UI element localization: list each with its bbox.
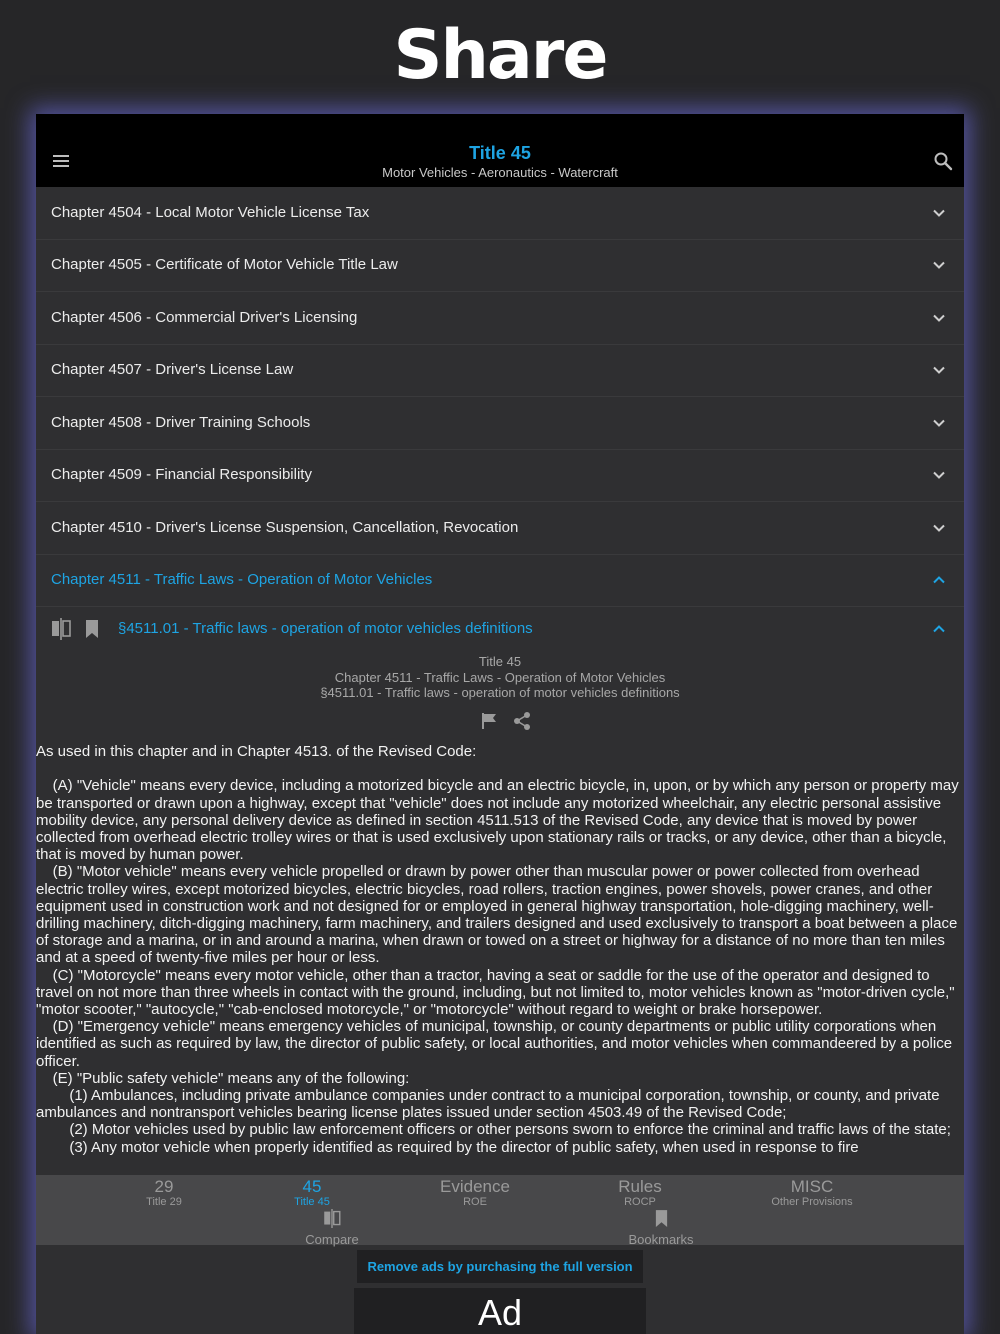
chapter-label: Chapter 4506 - Commercial Driver's Licensing — [51, 309, 358, 326]
breadcrumb-section: §4511.01 - Traffic laws - operation of motor vehicles definitions — [320, 685, 680, 700]
chevron-down-icon — [932, 468, 946, 482]
share-icon[interactable] — [512, 711, 532, 731]
search-icon[interactable] — [932, 150, 954, 172]
chevron-down-icon — [932, 521, 946, 535]
chapter-row-4510[interactable] — [36, 502, 964, 555]
tab-evidence[interactable] — [420, 1177, 530, 1209]
chapter-label: Chapter 4505 - Certificate of Motor Vehicle Title Law — [51, 256, 398, 273]
compare-icon — [323, 1209, 341, 1228]
page-title: Title 45 — [469, 143, 531, 163]
chapter-label: Chapter 4509 - Financial Responsibility — [51, 466, 312, 483]
tab-rules[interactable] — [590, 1177, 690, 1209]
tab-number: MISC — [790, 1177, 834, 1196]
tab-label: Other Provisions — [771, 1196, 853, 1208]
section-label: §4511.01 - Traffic laws - operation of motor vehicles definitions — [118, 620, 533, 637]
chapter-label: Chapter 4508 - Driver Training Schools — [51, 414, 311, 431]
flag-icon[interactable] — [481, 712, 499, 730]
chevron-up-icon — [932, 573, 946, 587]
chapter-row-4509[interactable] — [36, 449, 964, 502]
chapter-label: Chapter 4507 - Driver's License Law — [51, 361, 294, 378]
compare-button[interactable] — [292, 1209, 372, 1247]
chevron-down-icon — [932, 311, 946, 325]
tab-title-29[interactable] — [124, 1177, 204, 1209]
chapter-row-4504[interactable] — [36, 187, 964, 240]
bookmarks-label: Bookmarks — [628, 1232, 694, 1247]
chevron-down-icon — [932, 363, 946, 377]
tab-title-45[interactable] — [272, 1177, 352, 1209]
breadcrumb-chapter: Chapter 4511 - Traffic Laws - Operation of Motor Vehicles — [334, 669, 666, 685]
bookmark-icon[interactable] — [84, 619, 100, 639]
chapter-row-4511[interactable] — [36, 554, 964, 607]
bookmarks-button[interactable] — [616, 1209, 706, 1247]
chapter-row-4506[interactable] — [36, 292, 964, 345]
chapter-row-4507[interactable] — [36, 344, 964, 397]
breadcrumb — [36, 654, 964, 701]
breadcrumb-title: Title 45 — [478, 654, 522, 669]
chevron-down-icon — [932, 258, 946, 272]
chevron-down-icon — [932, 206, 946, 220]
chapter-row-4505[interactable] — [36, 239, 964, 292]
chapter-label: Chapter 4511 - Traffic Laws - Operation of Motor Vehicles — [51, 571, 433, 588]
navigation-bar — [36, 114, 964, 187]
chevron-down-icon — [932, 416, 946, 430]
tab-label: Title 29 — [146, 1196, 182, 1208]
promo-title: Share — [393, 16, 607, 95]
tab-label: ROE — [463, 1196, 487, 1208]
tab-label: ROCP — [624, 1196, 656, 1208]
section-row-4511-01[interactable] — [36, 604, 964, 654]
tab-number: Rules — [618, 1177, 662, 1196]
section-body-text: As used in this chapter and in Chapter 4513. of the Revised Code: (A) "Vehicle" means every device, including a motorized bicycle and an electric bicycle, in, upon, or by which any person or property may be transported or drawn upon a highway, except that "vehicle" does not include any motorized wheelchair, any electric personal assistive mobility device, any personal delivery device as defined in section 4511.513 of the Revised Code, any device that is moved by power collected from overhead electric trolley wires or that is used exclusively upon stationary rails or tracks, or any device, other than a bicycle, that is moved by human power. (B) "Motor vehicle" means every vehicle propelled or drawn by power other than muscular power or power collected from overhead electric trolley wires, except motorized bicycles, electric bicycles, road rollers, traction engines, power shovels, power cranes, and other equipment used in construction work and not designed for or employed in general highway transportation, hole-digging machinery, well-drilling machinery, ditch-digging machinery, farm machinery, and trailers designed and used exclusively to transport a boat between a place of storage and a marina, or in and around a marina, when drawn or towed on a street or highway for a distance of no more than ten miles and at a speed of twenty-five miles per hour or less. (C) "Motorcycle" means every motor vehicle, other than a tractor, having a seat or saddle for the use of the operator and designed to travel on not more than three wheels in contact with the ground, including, but not limited to, motor vehicles known as "motor-driven cycle," "motor scooter," "autocycle," "cab-enclosed motorcycle," or "motorcycle" without regard to weight or brake horsepower. (D) "Emergency vehicle" means emergency vehicles of municipal, township, or county departments or public utility corporations when identified as such as required by law, the director of public safety, or local authorities, and motor vehicles when commandeered by a police officer. (E) "Public safety vehicle" means any of the following: (1) Ambulances, including private ambulance companies under contract to a municipal corporation, township, or county, and private ambulances and nontransport vehicles bearing license plates issued under section 4503.49 of the Revised Code; (2) Motor vehicles used by public law enforcement officers or other persons sworn to enforce the criminal and traffic laws of the state; (3) Any motor vehicle when properly identified as required by the director of public safety, when used in response to fire — [36, 743, 959, 1156]
chevron-up-icon — [932, 622, 946, 636]
tab-number: 45 — [302, 1177, 322, 1196]
bookmark-icon — [654, 1209, 669, 1228]
tab-misc[interactable] — [752, 1177, 872, 1209]
remove-ads-button[interactable]: Remove ads by purchasing the full version — [357, 1250, 643, 1283]
app-window — [36, 114, 964, 1334]
ad-placeholder[interactable]: Ad — [354, 1288, 646, 1334]
tab-bar — [36, 1175, 964, 1245]
chapter-label: Chapter 4504 - Local Motor Vehicle License Tax — [51, 204, 370, 221]
tab-label: Title 45 — [294, 1196, 330, 1208]
compare-icon[interactable] — [51, 618, 71, 640]
chapter-label: Chapter 4510 - Driver's License Suspension, Cancellation, Revocation — [51, 519, 519, 536]
compare-label: Compare — [305, 1232, 359, 1247]
chapter-row-4508[interactable] — [36, 397, 964, 450]
tab-number: Evidence — [440, 1177, 510, 1196]
page-subtitle: Motor Vehicles - Aeronautics - Watercraft — [382, 165, 618, 180]
tab-number: 29 — [154, 1177, 174, 1196]
